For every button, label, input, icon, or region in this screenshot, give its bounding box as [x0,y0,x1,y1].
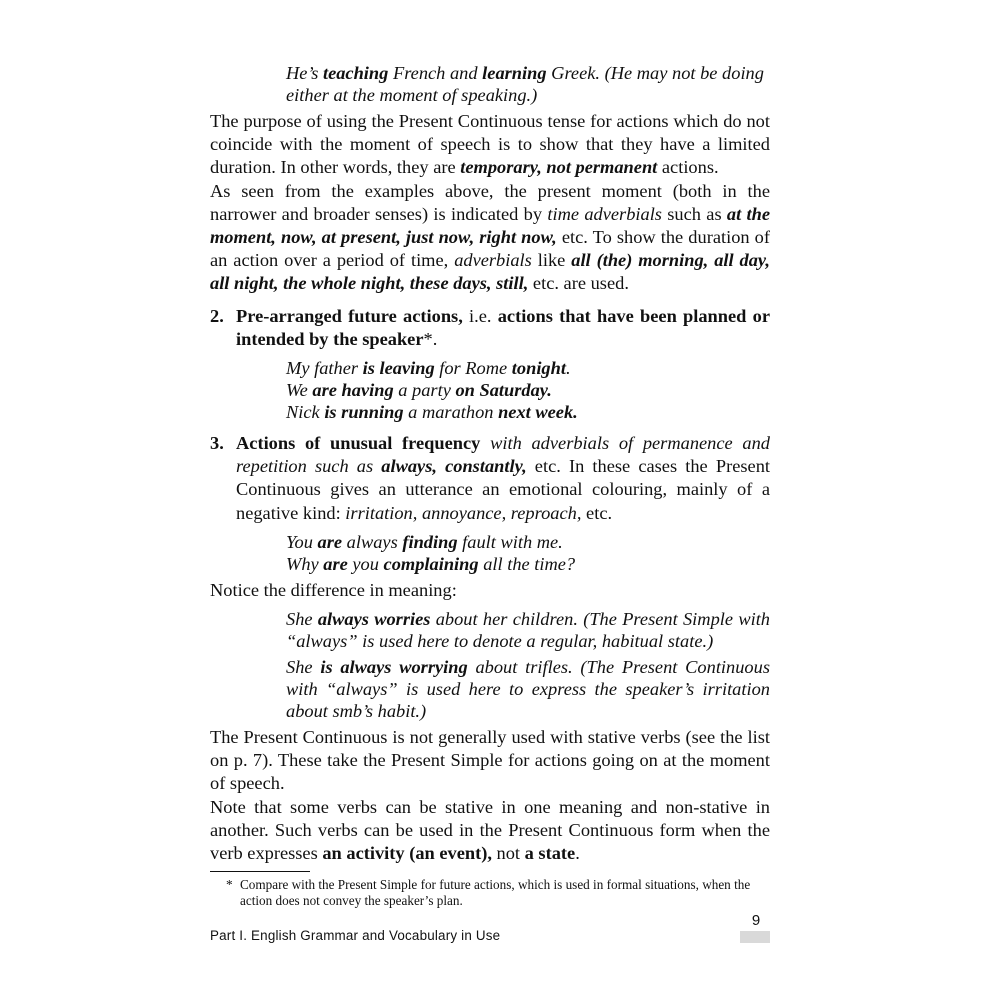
list-number: 3. [210,433,224,454]
list-item-2: 2. Pre-arranged future actions, i.e. actions that have been planned or intended by the speaker*. [210,305,770,349]
paragraph-adverbials: As seen from the examples above, the present moment (both in the narrower and broader senses) is indicated by time adverbials such as at the moment, now, at present, just now, right now, etc. To show the duration of an action over a period of time, adverbials like all (the) morning, all day, all night, the whole night, these days, still, etc. are used. [210,180,771,294]
example-line: He’s teaching French and learning Greek. (He may not be doing [286,63,764,83]
example-line: either at the moment of speaking.) [286,85,538,105]
paragraph-stative: The Present Continuous is not generally used with stative verbs (see the list on p. 7). These take the Present Simple for actions going on at the moment of speech. [210,727,770,794]
paragraph-note: Note that some verbs can be stative in one meaning and non-stative in another. Such verbs can be used in the Present Continuous form when the verb expresses an activity (an event), not a state. [210,796,770,864]
example-line: She always worries about her children. (The Present Simple with “always” is used here to denote a regular, habitual state.) [286,609,771,652]
paragraph-purpose: The purpose of using the Present Continuous tense for actions which do not coincide with the moment of speech is to show that they have a limited duration. In other words, they are temporary, not permanent actions. [210,111,770,178]
page-number: 9 [751,912,761,929]
example-line: My father is leaving for Rome tonight. [286,358,571,379]
example-line: You are always finding fault with me. [286,531,563,552]
footnote-mark: * [226,877,233,893]
footnote: * Compare with the Present Simple for future actions, which is used in formal situations, when the action does not convey the speaker’s plan. [226,877,751,909]
text-column [210,62,770,909]
example-line: Why are you complaining all the time? [286,553,576,574]
footnote-divider [210,871,310,872]
example-block-3 [210,531,770,575]
example-line: She is always worrying about trifles. (The Present Continuous with “always” is used here to express the speaker’s irritation about smb’s habit.) [286,657,770,722]
page-number-bar [740,931,770,943]
example-block-2 [210,357,770,423]
list-number: 2. [210,305,224,326]
example-block-4 [210,608,770,722]
paragraph-notice: Notice the difference in meaning: [210,579,457,600]
example-line: Nick is running a marathon next week. [286,402,578,423]
list-item-3: 3. Actions of unusual frequency with adverbials of permanence and repetition such as always, constantly, etc. In these cases the Present Continuous gives an utterance an emotional colouring, mainly of a negative kind: irritation, annoyance, reproach, etc. [210,433,770,523]
example-line: We are having a party on Saturday. [286,380,552,401]
running-footer: Part I. English Grammar and Vocabulary in Use [210,928,501,943]
example-block-top [210,62,770,106]
